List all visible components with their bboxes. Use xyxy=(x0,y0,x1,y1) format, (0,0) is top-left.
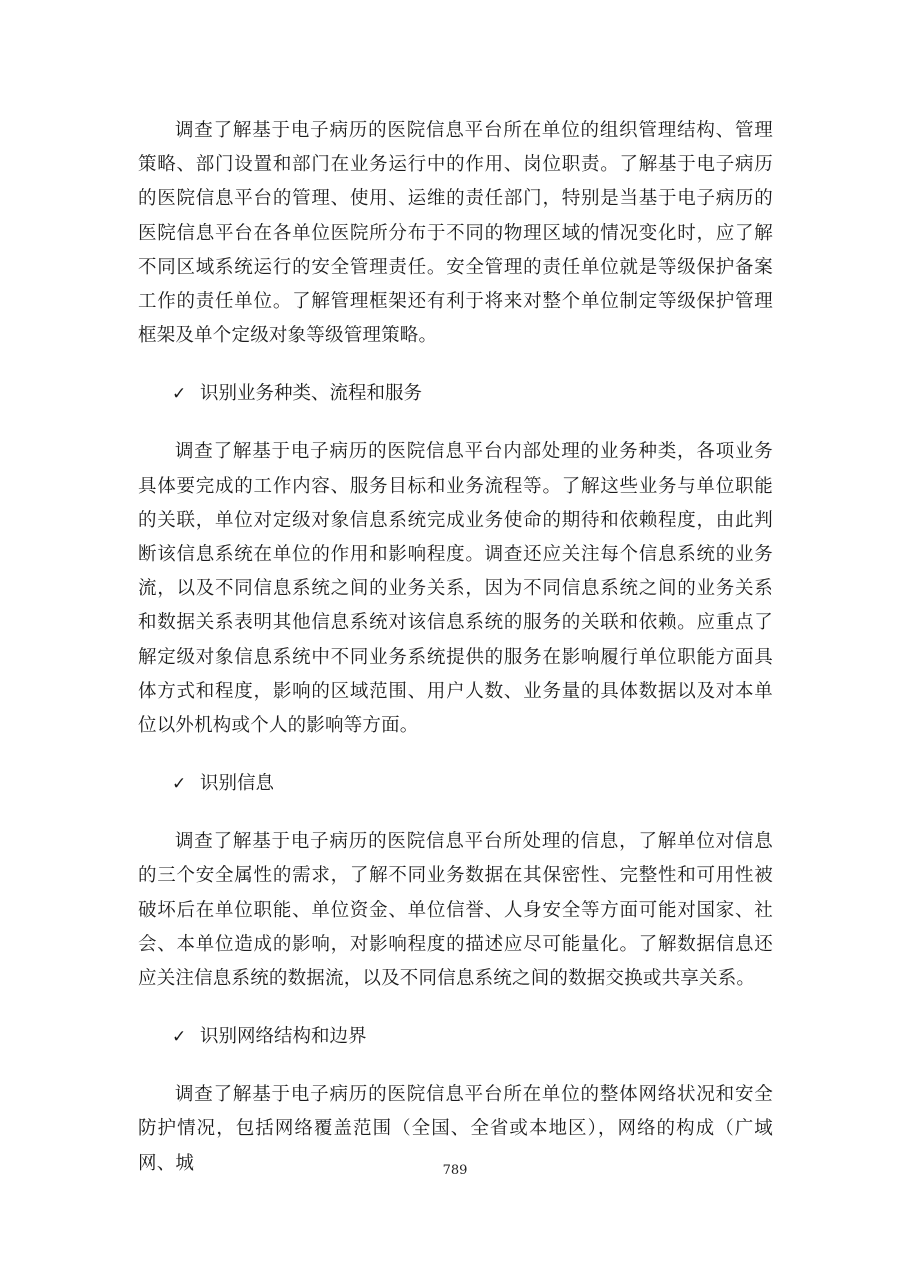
paragraph-network: 调查了解基于电子病历的医院信息平台所在单位的整体网络状况和安全防护情况，包括网络覆盖范围（全国、全省或本地区），网络的构成（广域网、城 xyxy=(138,1084,773,1174)
page-number: 789 xyxy=(442,1163,468,1178)
checkmark-icon: ✓ xyxy=(172,774,187,795)
document-body xyxy=(138,114,773,1181)
bullet-information xyxy=(138,767,773,801)
paragraph-information: 调查了解基于电子病历的医院信息平台所处理的信息，了解单位对信息的三个安全属性的需求，了解不同业务数据在其保密性、完整性和可用性被破坏后在单位职能、单位资金、单位信誉、人身安全等方面可能对国家、社会、本单位造成的影响，对影响程度的描述应尽可能量化。了解数据信息还应关注信息系统的数据流，以及不同信息系统之间的数据交换或共享关系。 xyxy=(138,831,773,990)
checkmark-icon: ✓ xyxy=(172,384,187,405)
paragraph-business: 调查了解基于电子病历的医院信息平台内部处理的业务种类，各项业务具体要完成的工作内容、服务目标和业务流程等。了解这些业务与单位职能的关联，单位对定级对象信息系统完成业务使命的期待和依赖程度，由此判断该信息系统在单位的作用和影响程度。调查还应关注每个信息系统的业务流，以及不同信息系统之间的业务关系，因为不同信息系统之间的业务关系和数据关系表明其他信息系统对该信息系统的服务的关联和依赖。应重点了解定级对象信息系统中不同业务系统提供的服务在影响履行单位职能方面具体方式和程度，影响的区域范围、用户人数、业务量的具体数据以及对本单位以外机构或个人的影响等方面。 xyxy=(138,441,773,737)
bullet-network xyxy=(138,1020,773,1054)
bullet-business-types xyxy=(138,377,773,411)
bullet-label: 识别业务种类、流程和服务 xyxy=(200,383,423,405)
bullet-label: 识别网络结构和边界 xyxy=(200,1026,367,1048)
checkmark-icon: ✓ xyxy=(172,1027,187,1048)
paragraph-org-structure: 调查了解基于电子病历的医院信息平台所在单位的组织管理结构、管理策略、部门设置和部门在业务运行中的作用、岗位职责。了解基于电子病历的医院信息平台的管理、使用、运维的责任部门，特别是当基于电子病历的医院信息平台在各单位医院所分布于不同的物理区域的情况变化时，应了解不同区域系统运行的安全管理责任。安全管理的责任单位就是等级保护备案工作的责任单位。了解管理框架还有利于将来对整个单位制定等级保护管理框架及单个定级对象等级管理策略。 xyxy=(138,120,773,347)
bullet-label: 识别信息 xyxy=(200,773,275,795)
